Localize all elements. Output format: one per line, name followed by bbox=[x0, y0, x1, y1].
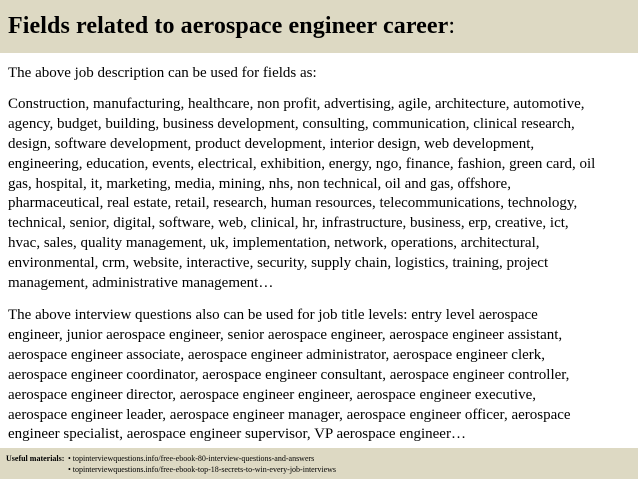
fields-paragraph bbox=[8, 95, 636, 294]
fields-line: hvac, sales, quality management, uk, implementation, network, operations, architectural, bbox=[8, 235, 540, 252]
fields-line: design, software development, product development, interior design, web development, bbox=[8, 135, 535, 152]
footer-label-spacer bbox=[6, 465, 68, 476]
footer-bar bbox=[0, 448, 638, 479]
levels-line: engineer, junior aerospace engineer, senior aerospace engineer, aerospace engineer assistant, bbox=[8, 326, 563, 343]
footer-link-ebook-80-questions[interactable]: • topinterviewquestions.info/free-ebook-80-interview-questions-and-answers bbox=[68, 454, 315, 463]
page-title-text: Fields related to aerospace engineer career bbox=[8, 13, 449, 39]
title-bar bbox=[0, 0, 638, 53]
footer-row bbox=[6, 454, 638, 465]
levels-line: engineer specialist, aerospace engineer supervisor, VP aerospace engineer… bbox=[8, 426, 466, 443]
page-title-colon: : bbox=[448, 13, 456, 39]
footer-link-ebook-18-secrets[interactable]: • topinterviewquestions.info/free-ebook-top-18-secrets-to-win-every-job-interviews bbox=[68, 464, 337, 474]
footer-row bbox=[6, 465, 638, 476]
fields-line: pharmaceutical, real estate, retail, research, human resources, telecommunications, technology, bbox=[8, 195, 578, 212]
fields-line: management, administrative management… bbox=[8, 275, 274, 292]
footer-label: Useful materials: bbox=[6, 454, 65, 463]
fields-line: engineering, education, events, electrical, exhibition, energy, ngo, finance, fashion, green card, oil bbox=[8, 155, 596, 172]
fields-line: environmental, crm, website, interactive, security, supply chain, logistics, training, project bbox=[8, 255, 549, 272]
page-title bbox=[8, 10, 638, 42]
content bbox=[8, 64, 636, 445]
levels-line: The above interview questions also can be used for job title levels: entry level aerospace bbox=[8, 306, 538, 323]
levels-line: aerospace engineer coordinator, aerospace engineer consultant, aerospace engineer controller, bbox=[8, 366, 570, 383]
fields-line: agency, budget, building, business development, consulting, communication, clinical research, bbox=[8, 115, 575, 132]
fields-line: Construction, manufacturing, healthcare, non profit, advertising, agile, architecture, automotive, bbox=[8, 95, 585, 112]
levels-line: aerospace engineer leader, aerospace engineer manager, aerospace engineer officer, aerospace bbox=[8, 406, 571, 423]
levels-line: aerospace engineer associate, aerospace engineer administrator, aerospace engineer clerk, bbox=[8, 346, 546, 363]
levels-line: aerospace engineer director, aerospace engineer engineer, aerospace engineer executive, bbox=[8, 386, 537, 403]
fields-line: technical, senior, digital, software, web, clinical, hr, infrastructure, business, erp, creative, ict, bbox=[8, 215, 569, 232]
job-levels-paragraph bbox=[8, 306, 636, 445]
intro-text: The above job description can be used for fields as: bbox=[8, 65, 317, 81]
fields-line: gas, hospital, it, marketing, media, mining, nhs, non technical, oil and gas, offshore, bbox=[8, 175, 511, 192]
